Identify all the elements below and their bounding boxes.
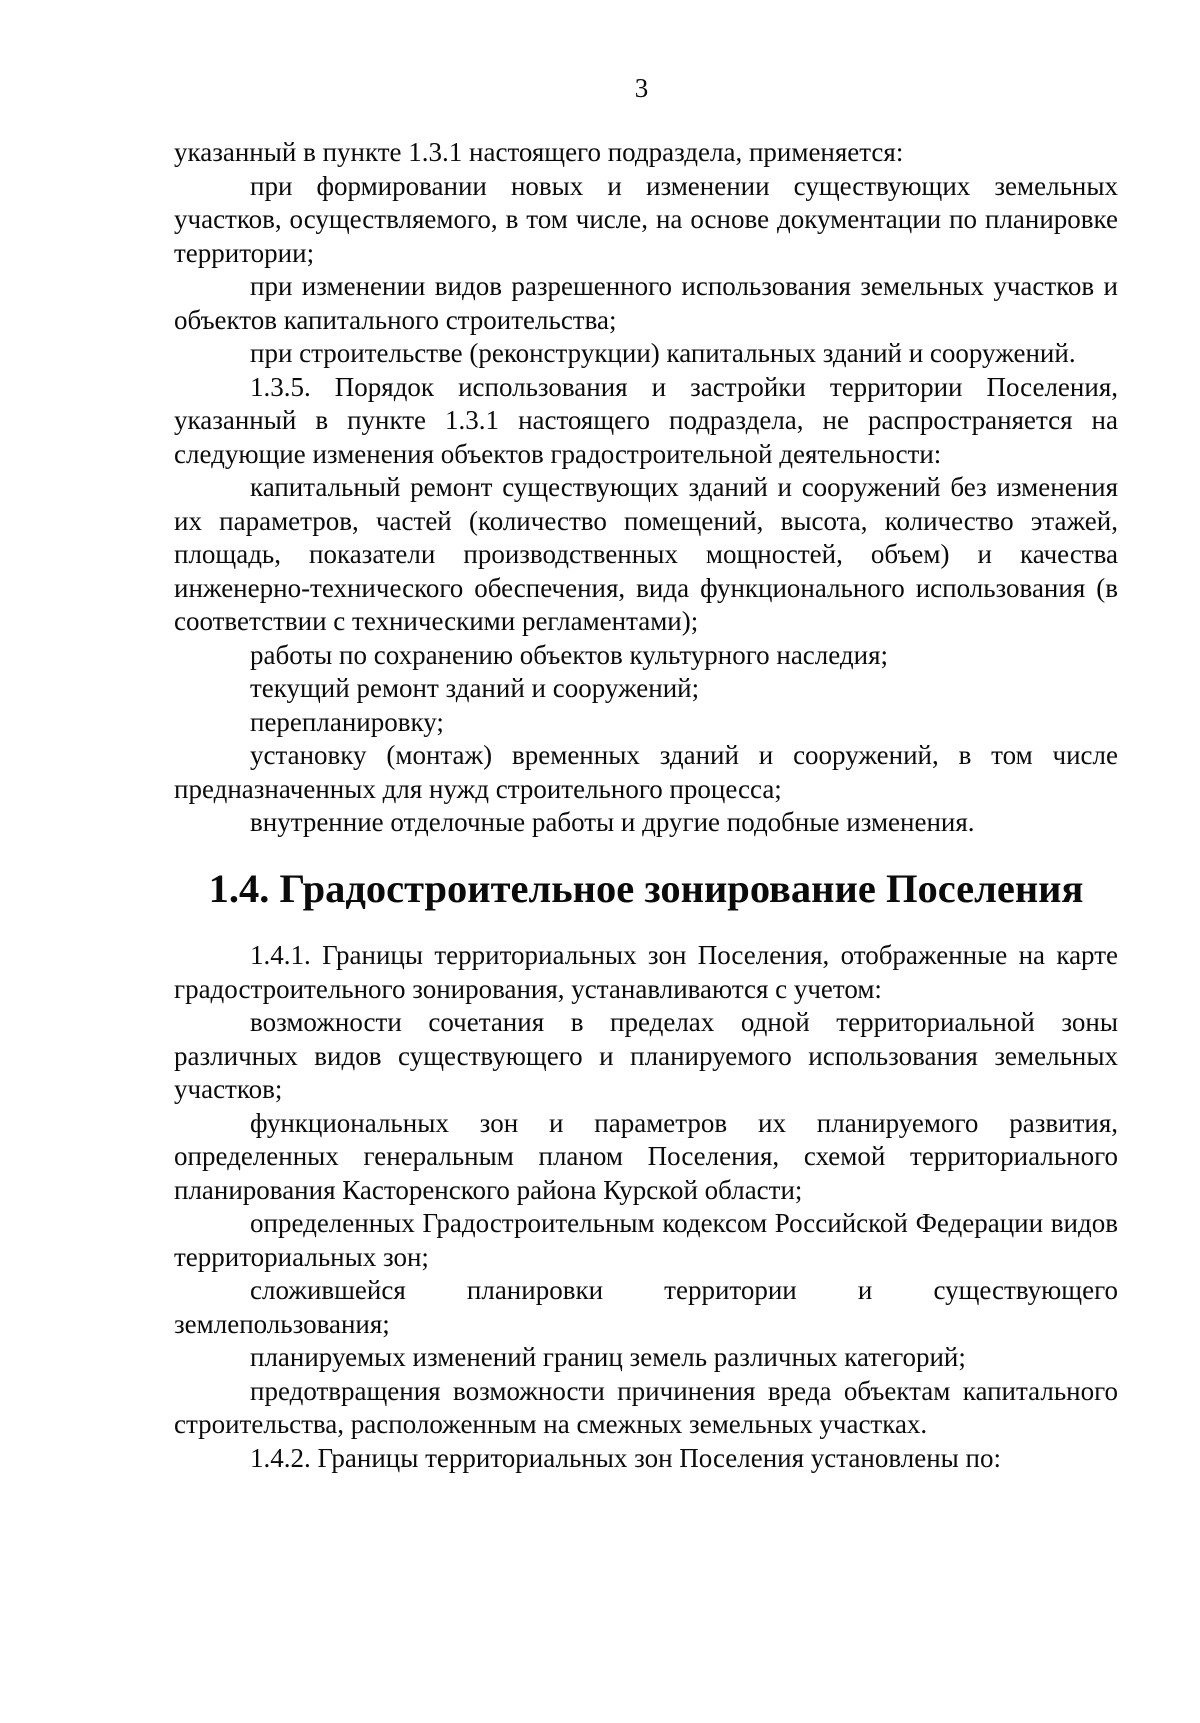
paragraph: перепланировку; — [250, 706, 444, 737]
document-body — [174, 136, 1118, 1475]
page-number: 3 — [634, 73, 649, 103]
paragraph: текущий ремонт зданий и сооружений; — [250, 673, 700, 703]
paragraph: при формировании новых и изменении существующих земельных участков, осуществляемого, в том числе, на основе документации по планировке территории; — [174, 170, 1118, 268]
paragraph: сложившейся планировки территории и существующего землепользования; — [174, 1275, 1118, 1339]
paragraph: при изменении видов разрешенного использования земельных участков и объектов капитального строительства; — [174, 271, 1118, 335]
paragraph: определенных Градостроительным кодексом Российской Федерации видов территориальных зон; — [174, 1208, 1118, 1272]
paragraph: капитальный ремонт существующих зданий и сооружений без изменения их параметров, частей (количество помещений, высота, количество этажей, площадь, показатели производственных мощностей, объем) и качества инженерно-технического обеспечения, вида функционального использования (в соответствии с техническими регламентами); — [174, 472, 1118, 636]
paragraph: 1.3.5. Порядок использования и застройки территории Поселения, указанный в пункте 1.3.1 настоящего подраздела, не распространяется на следующие изменения объектов градостроительной деятельности: — [174, 371, 1118, 469]
paragraph: указанный в пункте 1.3.1 настоящего подраздела, применяется: — [174, 137, 904, 167]
paragraph: предотвращения возможности причинения вреда объектам капитального строительства, расположенным на смежных земельных участках. — [174, 1375, 1118, 1439]
paragraph: при строительстве (реконструкции) капитальных зданий и сооружений. — [250, 338, 1076, 368]
paragraph: работы по сохранению объектов культурного наследия; — [250, 639, 888, 670]
paragraph: установку (монтаж) временных зданий и сооружений, в том числе предназначенных для нужд строительного процесса; — [174, 740, 1118, 804]
paragraph: возможности сочетания в пределах одной территориальной зоны различных видов существующего и планируемого использования земельных участков; — [174, 1007, 1118, 1104]
paragraph: 1.4.2. Границы территориальных зон Поселения установлены по: — [250, 1442, 1001, 1473]
section-1-3-continued — [174, 136, 1118, 840]
section-1-4 — [174, 939, 1118, 1475]
paragraph: внутренние отделочные работы и другие подобные изменения. — [250, 807, 975, 837]
paragraph: 1.4.1. Границы территориальных зон Поселения, отображенные на карте градостроительного зонирования, устанавливаются с учетом: — [174, 940, 1118, 1004]
section-heading: 1.4. Градостроительное зонирование Поселения — [208, 865, 1084, 911]
paragraph: планируемых изменений границ земель различных категорий; — [250, 1342, 966, 1372]
paragraph: функциональных зон и параметров их планируемого развития, определенных генеральным планом Поселения, схемой территориального планирования Касторенского района Курской области; — [174, 1107, 1118, 1205]
